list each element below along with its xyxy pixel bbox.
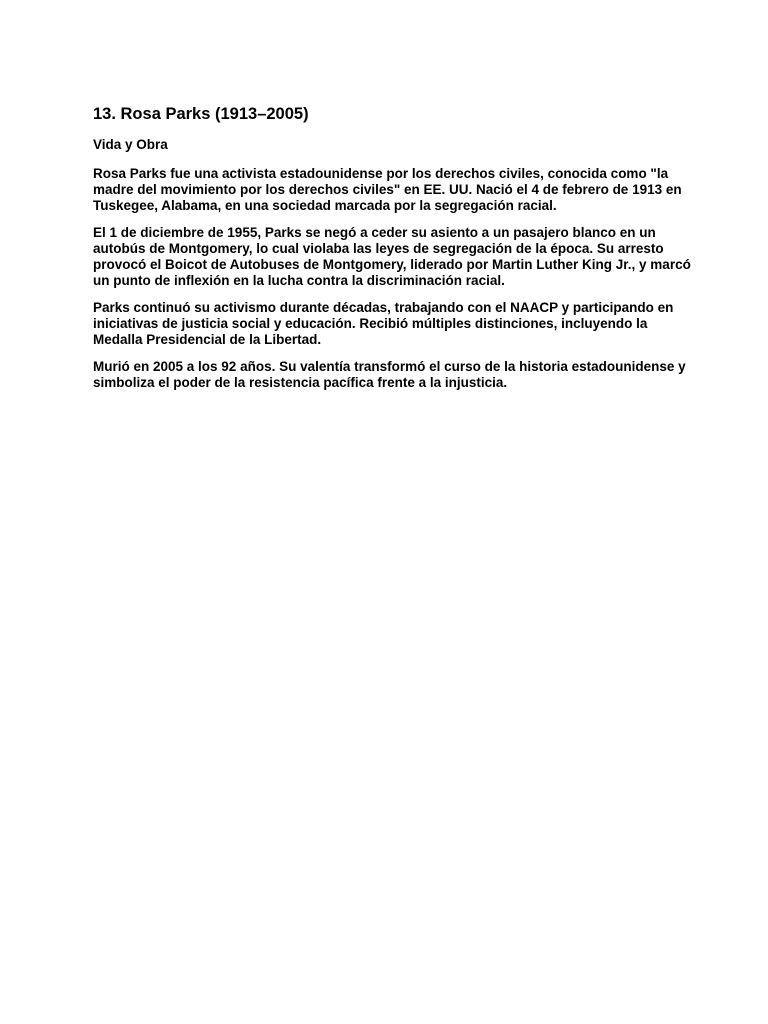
- paragraph-legacy: Murió en 2005 a los 92 años. Su valentía transformó el curso de la historia estadounidense y simboliza el poder de la resistencia pacífica frente a la injusticia.: [93, 359, 686, 390]
- document-title: 13. Rosa Parks (1913–2005): [93, 105, 309, 123]
- paragraph-activism: Parks continuó su activismo durante décadas, trabajando con el NAACP y participando en iniciativas de justicia social y educación. Recibió múltiples distinciones, incluyendo la Medalla Presidencial de la Libertad.: [93, 300, 674, 347]
- document-page: [93, 103, 693, 402]
- section-heading: Vida y Obra: [93, 137, 168, 152]
- paragraph-bus-protest: El 1 de diciembre de 1955, Parks se negó a ceder su asiento a un pasajero blanco en un autobús de Montgomery, lo cual violaba las leyes de segregación de la época. Su arresto provocó el Boicot de Autobuses de Montgomery, liderado por Martin Luther King Jr., y marcó un punto de inflexión en la lucha contra la discriminación racial.: [93, 225, 691, 288]
- paragraph-early-life: Rosa Parks fue una activista estadounidense por los derechos civiles, conocida como "la madre del movimiento por los derechos civiles" en EE. UU. Nació el 4 de febrero de 1913 en Tuskegee, Alabama, en una sociedad marcada por la segregación racial.: [93, 166, 682, 213]
